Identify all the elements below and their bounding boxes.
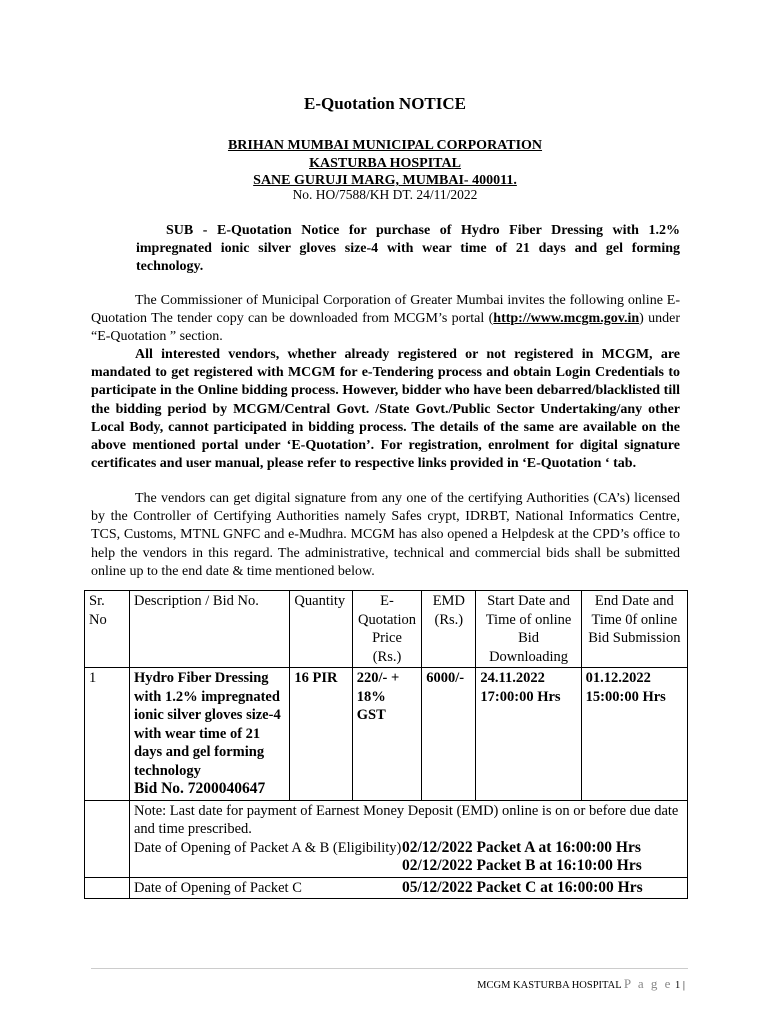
- packet-c-date: 05/12/2022 Packet C at 16:00:00 Hrs: [401, 878, 643, 896]
- cell-quantity: 16 PIR: [290, 668, 352, 801]
- bid-number: Bid No. 7200040647: [133, 780, 266, 797]
- packet-ab-dates: [402, 839, 683, 876]
- digital-signature-paragraph: The vendors can get digital signature from any one of the certifying Authorities (CA’s) licensed by the Controller of Certifying Authorities namely Safes crypt, IDRBT, National Informatics Centre, TCS, Customs, MTNL GNFC and e-Mudhra. MCGM has also opened a Helpdesk at the CPD’s office to help the vendors in this regard. The administrative, technical and commercial bids shall be submitted online up to the end date & time mentioned below.: [91, 491, 680, 579]
- item-description: Hydro Fiber Dressing with 1.2% impregnated ionic silver gloves size-4 with wear time of 21 days and gel forming technology: [133, 670, 281, 779]
- header-end-date: End Date and Time 0f online Bid Submission: [581, 591, 687, 668]
- packet-b-date: 02/12/2022 Packet B at 16:10:00 Hrs: [401, 857, 642, 874]
- cell-end: [581, 668, 687, 801]
- cell-price: 220/- + 18% GST: [352, 668, 421, 801]
- packet-c-row: [85, 877, 688, 899]
- header-sr: Sr. No: [85, 591, 130, 668]
- start-date: 24.11.2022: [480, 670, 545, 686]
- start-time: 17:00:00 Hrs: [480, 688, 561, 705]
- cell-sr: 1: [85, 668, 130, 801]
- note-blank-cell: [85, 800, 130, 877]
- org-name: BRIHAN MUMBAI MUNICIPAL CORPORATION: [227, 138, 543, 153]
- footer-divider: [91, 968, 688, 969]
- cell-start: [476, 668, 581, 801]
- end-time: 15:00:00 Hrs: [585, 688, 666, 705]
- note-row: [85, 800, 688, 877]
- notice-title: E-Quotation NOTICE: [304, 94, 466, 113]
- emd-note: Note: Last date for payment of Earnest Money Deposit (EMD) online is on or before due date and time prescribed.: [133, 802, 679, 837]
- table-row: [85, 668, 688, 801]
- hospital-name: KASTURBA HOSPITAL: [309, 156, 461, 171]
- bid-table: [84, 590, 688, 899]
- reference-number: No. HO/7588/KH DT. 24/11/2022: [292, 187, 478, 202]
- packet-c-table: [134, 879, 683, 898]
- address: SANE GURUJI MARG, MUMBAI- 400011.: [253, 173, 517, 188]
- packet-c-cell: [129, 877, 687, 899]
- intro-paragraph: [91, 292, 680, 347]
- intro-text-before: The Commissioner of Municipal Corporation of Greater Mumbai invites the following online E-Quotation The tender copy can be downloaded from MCGM’s portal (: [91, 293, 680, 327]
- cell-emd: 6000/-: [422, 668, 476, 801]
- packet-ab-label: Date of Opening of Packet A & B (Eligibility): [133, 839, 402, 856]
- cell-description: [129, 668, 289, 801]
- packet-ab-table: [134, 839, 683, 876]
- footer-org: MCGM KASTURBA HOSPITAL: [477, 980, 622, 991]
- note-cell: [129, 800, 687, 877]
- subject: SUB - E-Quotation Notice for purchase of Hydro Fiber Dressing with 1.2% impregnated ionic silver gloves size-4 with wear time of 21 days and gel forming technology.: [136, 223, 680, 274]
- intro-text-after: ) under “E-Quotation ” section.: [91, 311, 680, 345]
- table-header-row: [85, 591, 688, 668]
- mcgm-portal-link[interactable]: http://www.mcgm.gov.in: [493, 311, 640, 327]
- packet-c-label: Date of Opening of Packet C: [133, 879, 302, 896]
- page-label: P a g e: [623, 976, 673, 991]
- header-quantity: Quantity: [290, 591, 352, 668]
- packet-c-blank-cell: [85, 877, 130, 899]
- end-date: 01.12.2022: [585, 670, 651, 686]
- header-price: E-Quotation Price (Rs.): [352, 591, 421, 668]
- header-start-date: Start Date and Time of online Bid Downloading: [476, 591, 581, 668]
- registration-paragraph: All interested vendors, whether already registered or not registered in MCGM, are mandated to get registered with MCGM for e-Tendering process and obtain Login Credentials to participate in the Online bidding process. However, bidder who have been debarred/blacklisted till the bidding period by MCGM/Central Govt. /State Govt./Public Sector Undertaking/any other Local Body, cannot participated in bidding process. The details of the same are available on the above mentioned portal under ‘E-Quotation’. For registration, enrolment for digital signature certificates and user manual, please refer to respective links provided in ‘E-Quotation ‘ tab.: [91, 347, 680, 472]
- page-footer: [380, 976, 685, 992]
- header-emd: EMD (Rs.): [422, 591, 476, 668]
- packet-a-date: 02/12/2022 Packet A at 16:00:00 Hrs: [401, 838, 641, 856]
- header-description: Description / Bid No.: [129, 591, 289, 668]
- page-number: 1 |: [675, 980, 685, 991]
